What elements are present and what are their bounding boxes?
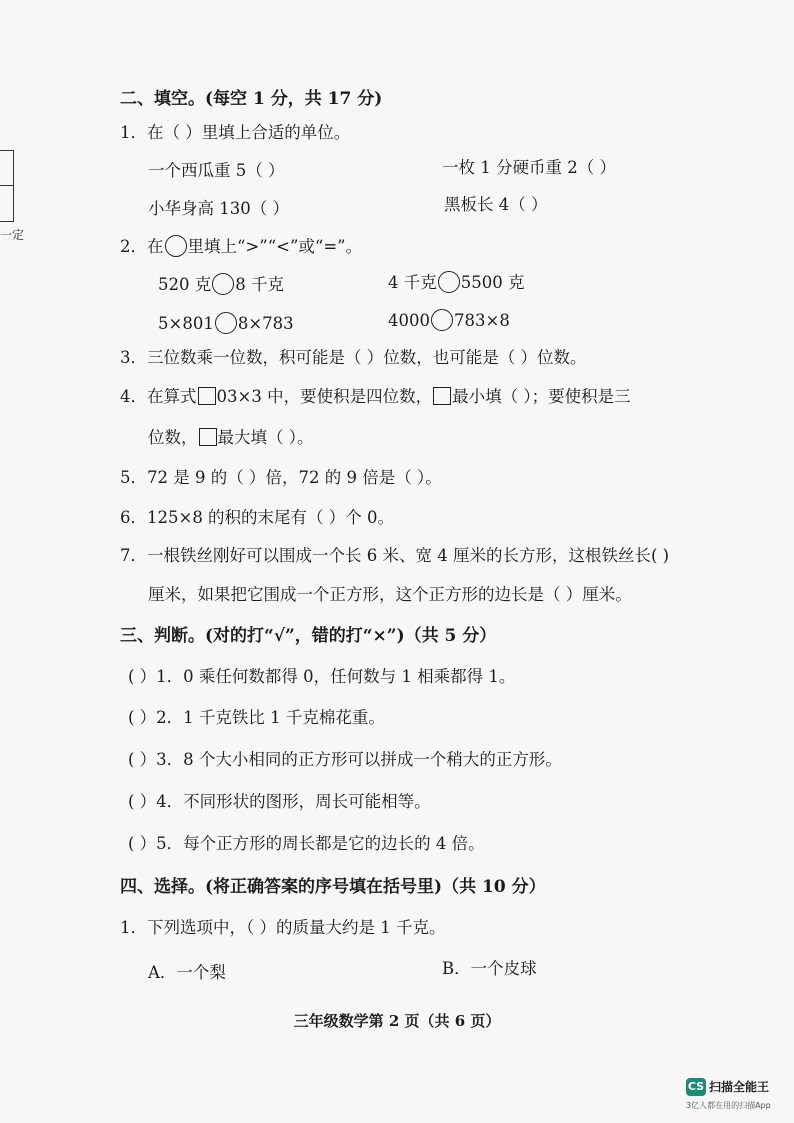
choice-q1-stem: 1．下列选项中，（ ）的质量大约是 1 千克。 bbox=[120, 918, 446, 937]
circle-blank-icon bbox=[431, 309, 453, 331]
choice-q1-option-b: B．一个皮球 bbox=[442, 959, 537, 978]
watermark-tagline: 3亿人都在用的扫描App bbox=[686, 1101, 771, 1110]
page-footer: 三年级数学第 2 页（共 6 页） bbox=[293, 1012, 501, 1030]
scanner-watermark bbox=[686, 1076, 769, 1096]
q4-part-d: 位数， bbox=[148, 428, 198, 447]
q2-item-3 bbox=[158, 312, 294, 335]
square-blank-icon bbox=[433, 387, 451, 405]
q1-item-watermelon: 一个西瓜重 5（ ） bbox=[148, 161, 285, 180]
section-4-title: 四、选择。(将正确答案的序号填在括号里)（共 10 分） bbox=[120, 877, 546, 897]
judge-item-4: ( ）4．不同形状的图形，周长可能相等。 bbox=[128, 792, 431, 811]
q1-item-coin: 一枚 1 分硬币重 2（ ） bbox=[442, 158, 616, 177]
q2-item-left: 4000 bbox=[388, 311, 430, 330]
square-blank-icon bbox=[199, 428, 217, 446]
section-3-title: 三、判断。(对的打“√”，错的打“×”)（共 5 分） bbox=[120, 626, 497, 646]
judge-item-2: ( ）2．1 千克铁比 1 千克棉花重。 bbox=[128, 708, 385, 727]
circle-blank-icon bbox=[215, 312, 237, 334]
q2-item-2 bbox=[388, 271, 525, 294]
camscanner-logo-icon: CS bbox=[686, 1078, 706, 1096]
q2-stem bbox=[120, 235, 362, 258]
square-blank-icon bbox=[198, 387, 216, 405]
q6: 6．125×8 的积的末尾有（ ）个 0。 bbox=[120, 508, 395, 527]
judge-item-1: ( ）1．0 乘任何数都得 0，任何数与 1 相乘都得 1。 bbox=[128, 667, 516, 686]
q2-item-left: 520 克 bbox=[158, 275, 212, 294]
q2-item-left: 4 千克 bbox=[388, 273, 437, 292]
circle-blank-icon bbox=[438, 271, 460, 293]
circle-blank-icon bbox=[212, 273, 234, 295]
q1-stem: 1．在（ ）里填上合适的单位。 bbox=[120, 123, 351, 142]
q2-item-right: 5500 克 bbox=[460, 273, 525, 292]
q2-item-right: 8×783 bbox=[237, 314, 294, 333]
q7-line1: 7．一根铁丝刚好可以围成一个长 6 米、宽 4 厘米的长方形，这根铁丝长( ) bbox=[120, 546, 670, 565]
q4-part-b: 03×3 中，要使积是四位数， bbox=[216, 387, 433, 406]
q4-part-c: 最小填（ ）；要使积是三 bbox=[452, 387, 631, 406]
q5: 5．72 是 9 的（ ）倍，72 的 9 倍是（ ）。 bbox=[120, 468, 442, 487]
q1-item-blackboard: 黑板长 4（ ） bbox=[444, 195, 548, 214]
margin-box-fragment bbox=[0, 150, 14, 222]
q2-stem-b: 里填上“>”“<”或“=”。 bbox=[187, 237, 363, 256]
watermark-app-name: 扫描全能王 bbox=[709, 1080, 770, 1094]
q3: 3．三位数乘一位数，积可能是（ ）位数，也可能是（ ）位数。 bbox=[120, 348, 587, 367]
q2-item-right: 783×8 bbox=[454, 311, 510, 330]
circle-blank-icon bbox=[165, 235, 187, 257]
q2-item-1 bbox=[158, 273, 284, 296]
q2-item-left: 5×801 bbox=[158, 314, 214, 333]
q4-line1 bbox=[120, 386, 631, 408]
q2-stem-a: 2．在 bbox=[120, 237, 164, 256]
section-2-title: 二、填空。(每空 1 分，共 17 分) bbox=[120, 89, 383, 109]
q7-line2: 厘米，如果把它围成一个正方形，这个正方形的边长是（ ）厘米。 bbox=[148, 585, 632, 604]
q2-item-4 bbox=[388, 309, 510, 332]
choice-q1-option-a: A．一个梨 bbox=[148, 963, 226, 982]
side-text-fragment: 一定 bbox=[0, 228, 25, 242]
q4-part-a: 4．在算式 bbox=[120, 387, 197, 406]
q4-part-e: 最大填（ ）。 bbox=[217, 428, 314, 447]
q1-item-height: 小华身高 130（ ） bbox=[148, 199, 289, 218]
judge-item-3: ( ）3．8 个大小相同的正方形可以拼成一个稍大的正方形。 bbox=[128, 750, 562, 769]
judge-item-5: ( ）5．每个正方形的周长都是它的边长的 4 倍。 bbox=[128, 834, 485, 853]
q4-line2 bbox=[148, 427, 314, 449]
q2-item-right: 8 千克 bbox=[235, 275, 284, 294]
